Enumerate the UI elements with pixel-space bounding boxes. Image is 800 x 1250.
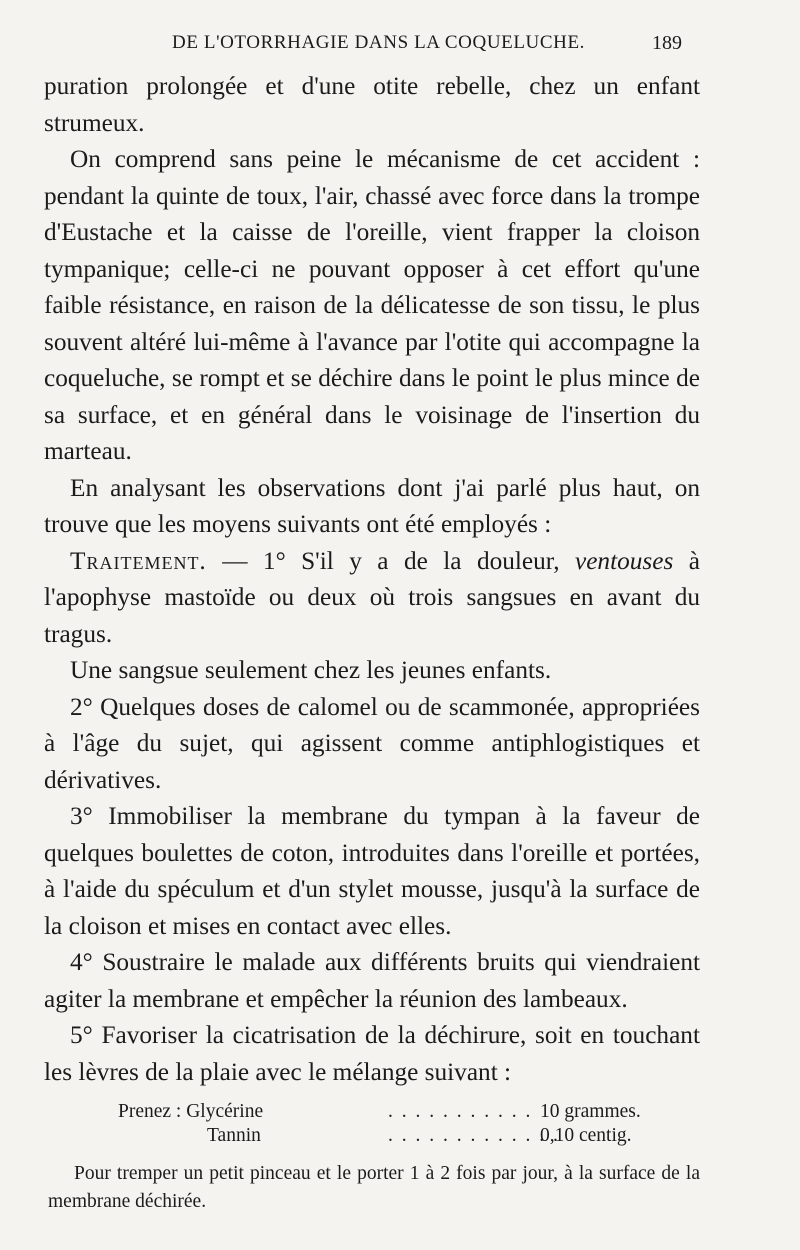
treatment-emphasis: ventouses bbox=[574, 546, 674, 575]
paragraph-leech: Une sangsue seulement chez les jeunes enfants. bbox=[70, 656, 552, 684]
paragraph-observations: En analysant les observations dont j'ai parlé plus haut, on trouve que les moyens suivants ont été employés : bbox=[44, 473, 700, 538]
paragraph-treatment-1 bbox=[44, 543, 700, 653]
recipe-block bbox=[118, 1100, 670, 1148]
recipe-note bbox=[48, 1160, 700, 1216]
recipe-quantity: 0,10 centig. bbox=[540, 1125, 632, 1146]
recipe-note-text: Pour tremper un petit pinceau et le porter 1 à 2 fois par jour, à la surface de la membrane déchirée. bbox=[48, 1163, 700, 1212]
page-header bbox=[0, 30, 800, 62]
recipe-leader-dots: . . . . . . . . . . . bbox=[388, 1101, 533, 1122]
recipe-row-tannin bbox=[118, 1124, 670, 1148]
running-head: DE L'OTORRHAGIE DANS LA COQUELUCHE. bbox=[172, 32, 586, 53]
recipe-row-glycerine bbox=[118, 1100, 670, 1124]
recipe-quantity: 10 grammes. bbox=[540, 1101, 641, 1122]
paragraph-treatment-4: 4° Soustraire le malade aux différents bruits qui viendraient agiter la membrane et empêcher la réunion des lambeaux. bbox=[44, 948, 700, 1013]
body-text bbox=[44, 68, 700, 1090]
treatment-text-b: à l'apophyse mastoïde ou deux où trois sangsues en avant du tragus. bbox=[44, 546, 700, 648]
recipe-ingredient: Tannin bbox=[207, 1125, 261, 1146]
paragraph-treatment-3: 3° Immobiliser la membrane du tympan à la faveur de quelques boulettes de coton, introduites dans l'oreille et portées, à l'aide du spéculum et d'un stylet mousse, jusqu'à la surface de la cloison et mises en contact avec elles. bbox=[44, 802, 700, 940]
paragraph-treatment-5: 5° Favoriser la cicatrisation de la déchirure, soit en touchant les lèvres de la plaie avec le mélange suivant : bbox=[44, 1021, 700, 1086]
treatment-text-a: — 1° S'il y a de la douleur, bbox=[206, 546, 575, 575]
paragraph-continuation: puration prolongée et d'une otite rebelle, chez un enfant strumeux. bbox=[44, 72, 700, 137]
recipe-leader-dots: . . . . . . . . . . . . . bbox=[388, 1125, 560, 1146]
paragraph-treatment-2: 2° Quelques doses de calomel ou de scammonée, appropriées à l'âge du sujet, qui agissent comme antiphlogistiques et dérivatives. bbox=[44, 692, 700, 794]
treatment-label: Traitement. bbox=[70, 546, 207, 575]
paragraph-mechanism: On comprend sans peine le mécanisme de cet accident : pendant la quinte de toux, l'air, chassé avec force dans la trompe d'Eustache et la caisse de l'oreille, vient frapper la cloison tympanique; celle-ci ne pouvant opposer à cet effort qu'une faible résistance, en raison de la délicatesse de son tissu, le plus souvent altéré lui-même à l'avance par l'otite qui accompagne la coqueluche, se rompt et se déchire dans le point le plus mince de sa surface, et en général dans le voisinage de l'insertion du marteau. bbox=[44, 145, 700, 465]
recipe-ingredient: Prenez : Glycérine bbox=[118, 1101, 264, 1122]
page-number: 189 bbox=[652, 32, 682, 54]
